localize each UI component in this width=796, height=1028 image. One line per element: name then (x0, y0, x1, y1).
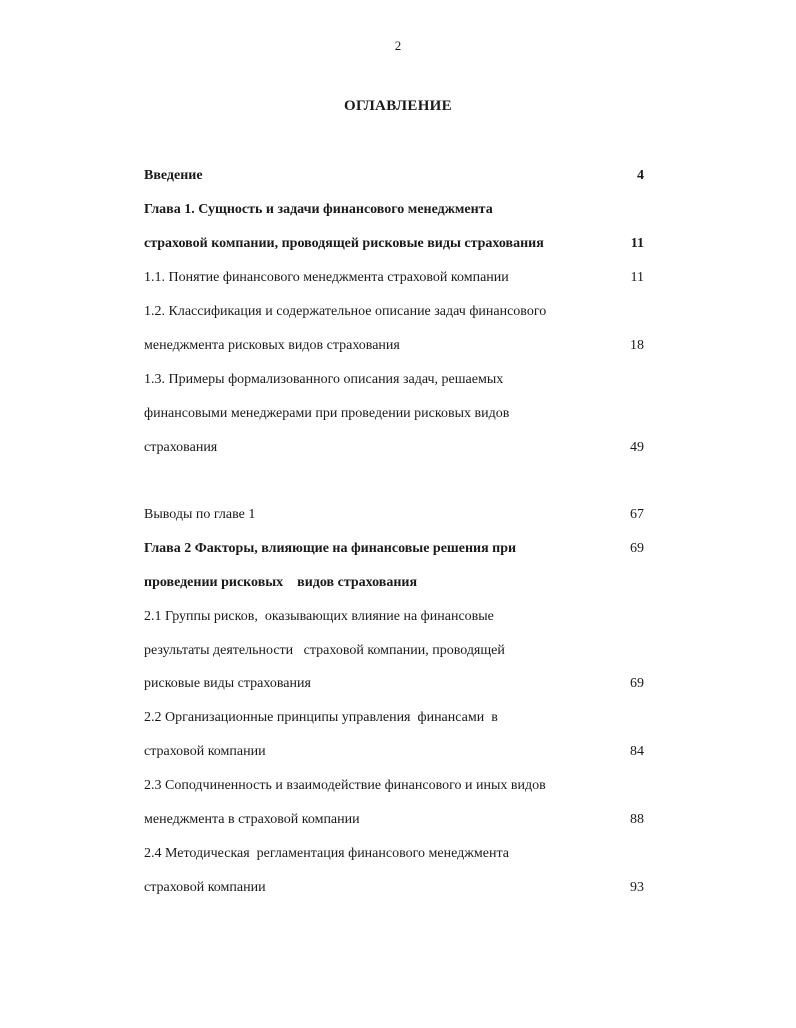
toc-entry-page: 11 (630, 236, 644, 251)
toc-entry-text: 2.4 Методическая регламентация финансового менеджмента (144, 846, 509, 861)
toc-entry-1-1 (144, 268, 644, 288)
toc-entry-chapter-2 (144, 539, 644, 559)
toc-entry-text: страховой компании (144, 744, 266, 759)
toc-entry-text: проведении рисковых видов страхования (144, 575, 418, 590)
toc-entry-1-3-cont-2 (144, 438, 644, 458)
toc-entry-text: 2.3 Соподчиненность и взаимодействие финансового и иных видов (144, 778, 546, 793)
page-number: 2 (394, 38, 402, 53)
toc-entry-text: 1.1. Понятие финансового менеджмента страховой компании (144, 270, 509, 285)
toc-entry-2-2 (144, 708, 644, 728)
toc-entry-2-1-cont (144, 641, 644, 661)
toc-entry-text: Введение (144, 168, 203, 183)
toc-entry-chapter-1 (144, 200, 644, 220)
toc-entry-page: 88 (630, 812, 644, 827)
toc-entry-2-2-cont (144, 742, 644, 762)
toc-entry-text: менеджмента рисковых видов страхования (144, 338, 400, 353)
toc-entry-text: рисковые виды страхования (144, 676, 311, 691)
toc-entry-1-3-cont (144, 404, 644, 424)
toc-entry-chapter-2-cont (144, 573, 644, 593)
toc-entry-1-2 (144, 302, 644, 322)
toc-entry-text: 2.1 Группы рисков, оказывающих влияние на финансовые (144, 609, 494, 624)
toc-entry-text: страховой компании, проводящей рисковые виды страхования (144, 236, 544, 251)
toc-entry-page: 18 (630, 338, 644, 353)
toc-entry-text: результаты деятельности страховой компании, проводящей (144, 643, 505, 658)
toc-entry-page: 67 (630, 507, 644, 522)
toc-entry-text: Глава 2 Факторы, влияющие на финансовые решения при (144, 541, 517, 556)
toc-entry-page: 84 (630, 744, 644, 759)
toc-entry-2-4-cont (144, 878, 644, 898)
toc-entry-text: страховой компании (144, 880, 266, 895)
toc-entry-text: менеджмента в страховой компании (144, 812, 360, 827)
toc-entry-2-3 (144, 776, 644, 796)
toc-entry-text: 2.2 Организационные принципы управления финансами в (144, 710, 498, 725)
toc-title: ОГЛАВЛЕНИЕ (344, 98, 452, 114)
toc-entry-page: 93 (630, 880, 644, 895)
toc-entry-chapter-1-cont (144, 234, 644, 254)
toc-entry-2-1 (144, 607, 644, 627)
toc-entry-page: 11 (630, 270, 644, 285)
toc-entry-introduction (144, 166, 644, 186)
toc-entry-text: Выводы по главе 1 (144, 507, 256, 522)
toc-entry-2-1-cont-2 (144, 674, 644, 694)
toc-entry-text: 1.2. Классификация и содержательное описание задач финансового (144, 304, 547, 319)
toc-entry-page: 49 (630, 440, 644, 455)
toc-entry-page: 69 (630, 676, 644, 691)
toc-entry-1-3 (144, 370, 644, 390)
toc-entry-conclusions-1 (144, 505, 644, 525)
toc-entry-page: 69 (630, 541, 644, 556)
toc-entry-page: 4 (637, 168, 644, 183)
toc-entry-2-3-cont (144, 810, 644, 830)
toc-entry-2-4 (144, 844, 644, 864)
toc-entry-text: страхования (144, 440, 218, 455)
toc-entry-text: Глава 1. Сущность и задачи финансового менеджмента (144, 202, 493, 217)
toc-entry-text: финансовыми менеджерами при проведении рисковых видов (144, 406, 510, 421)
toc-entry-1-2-cont (144, 336, 644, 356)
toc-entry-text: 1.3. Примеры формализованного описания задач, решаемых (144, 372, 504, 387)
